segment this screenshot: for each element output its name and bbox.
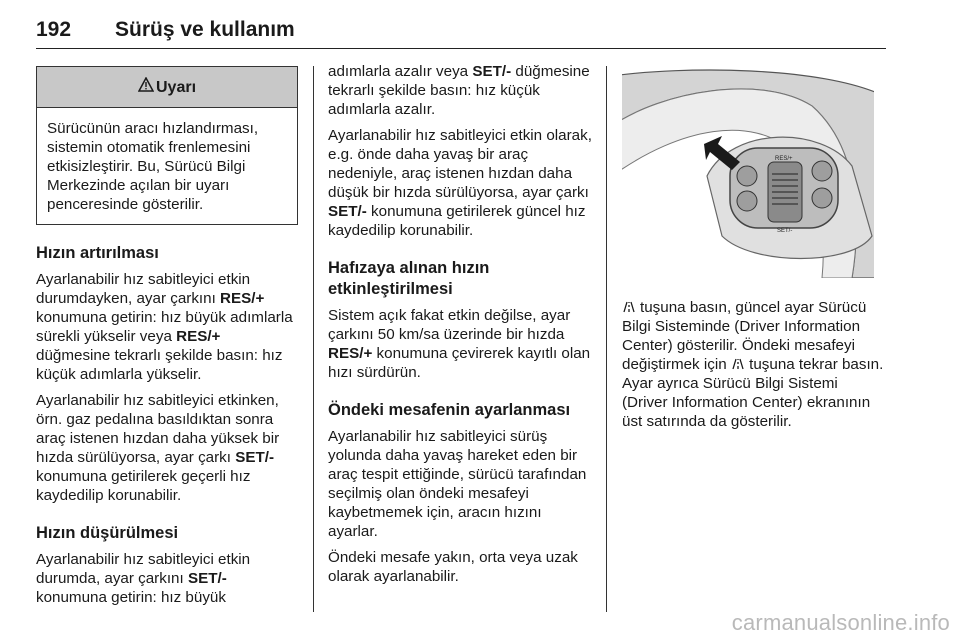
res-label: RES/+	[775, 156, 793, 162]
distance-setting-icon	[731, 356, 745, 368]
column-divider	[313, 66, 314, 612]
paragraph: Ayarlanabilir hız sabitleyici etkin durumdayken, ayar çarkını RES/+ konumuna getirin: hız büyük adımlarla sürekli yükselir veya RES/+ düğmesine tekrarlı şekilde basın: hız küçük adımlarla yükselir.	[36, 271, 293, 383]
heading-decrease-speed: Hızın düşürülmesi	[36, 524, 179, 542]
paragraph: Ayarlanabilir hız sabitleyici etkin durumda, ayar çarkını SET/- konumuna getirin: hız büyük	[36, 551, 251, 606]
set-label: SET/-	[777, 228, 793, 234]
paragraph: Ayarlanabilir hız sabitleyici sürüş yolunda daha yavaş hareket eden bir araç tespit ettiğinde, sürücü tarafından seçilmiş olan öndeki mesafeyi kaybetmemek için, aracın hızını ayarlar.	[328, 428, 587, 540]
warning-header	[37, 67, 297, 108]
heading-distance: Öndeki mesafenin ayarlanması	[328, 401, 571, 419]
warning-title: Uyarı	[155, 78, 197, 96]
warning-triangle-icon	[138, 77, 154, 97]
watermark: carmanualsonline.info	[731, 610, 950, 635]
page-header	[36, 8, 886, 49]
column-1	[36, 62, 298, 614]
paragraph: Ayarlanabilir hız sabitleyici etkinken, örn. gaz pedalına basıldıktan sonra araç istenen hızdan daha yüksek bir hızda sürülüyorsa, ayar çarkı SET/- konumuna getirilerek geçerli hız kaydedilip korunabilir.	[36, 392, 280, 504]
column-3	[622, 62, 886, 438]
distance-setting-icon	[622, 299, 636, 311]
heading-increase-speed: Hızın artırılması	[36, 244, 159, 262]
paragraph: tuşuna basın, güncel ayar Sürücü Bilgi Sisteminde (Driver Information Center) gösterilir. Öndeki mesafeyi değiştirmek için tuşuna tekrar basın. Ayar ayrıca Sürücü Bilgi Sistemi (Driver Information Center) ekranının üst satırında da gösterilir.	[622, 299, 884, 430]
paragraph: Sistem açık fakat etkin değilse, ayar çarkını 50 km/sa üzerinde bir hızda RES/+ konumuna çevirerek kayıtlı olan hızı sürdürün.	[328, 307, 591, 381]
warning-box	[36, 66, 298, 225]
paragraph: Öndeki mesafe yakın, orta veya uzak olarak ayarlanabilir.	[328, 549, 578, 585]
heading-stored-speed: Hafızaya alınan hızın etkinleştirilmesi	[328, 259, 490, 298]
paragraph: Ayarlanabilir hız sabitleyici etkin olarak, e.g. önde daha yavaş bir araç nedeniyle, araç istenen hızdan daha düşük bir hızda sürülüyorsa, ayar çarkı SET/- konumuna getirilerek güncel hız kaydedilip korunabilir.	[328, 127, 592, 239]
column-2	[328, 62, 594, 593]
paragraph: adımlarla azalır veya SET/- düğmesine tekrarlı şekilde basın: hız küçük adımlarla azalır.	[328, 63, 590, 118]
section-title: Sürüş ve kullanım	[115, 18, 295, 41]
steering-wheel-controls-figure	[622, 66, 874, 278]
page-number: 192	[36, 18, 72, 41]
column-divider	[606, 66, 607, 612]
warning-text: Sürücünün aracı hızlandırması, sistemin otomatik frenlemesini etkisizleştirir. Bu, Sürücü Bilgi Merkezinde açılan bir uyarı penceresinde gösterilir.	[47, 120, 259, 213]
